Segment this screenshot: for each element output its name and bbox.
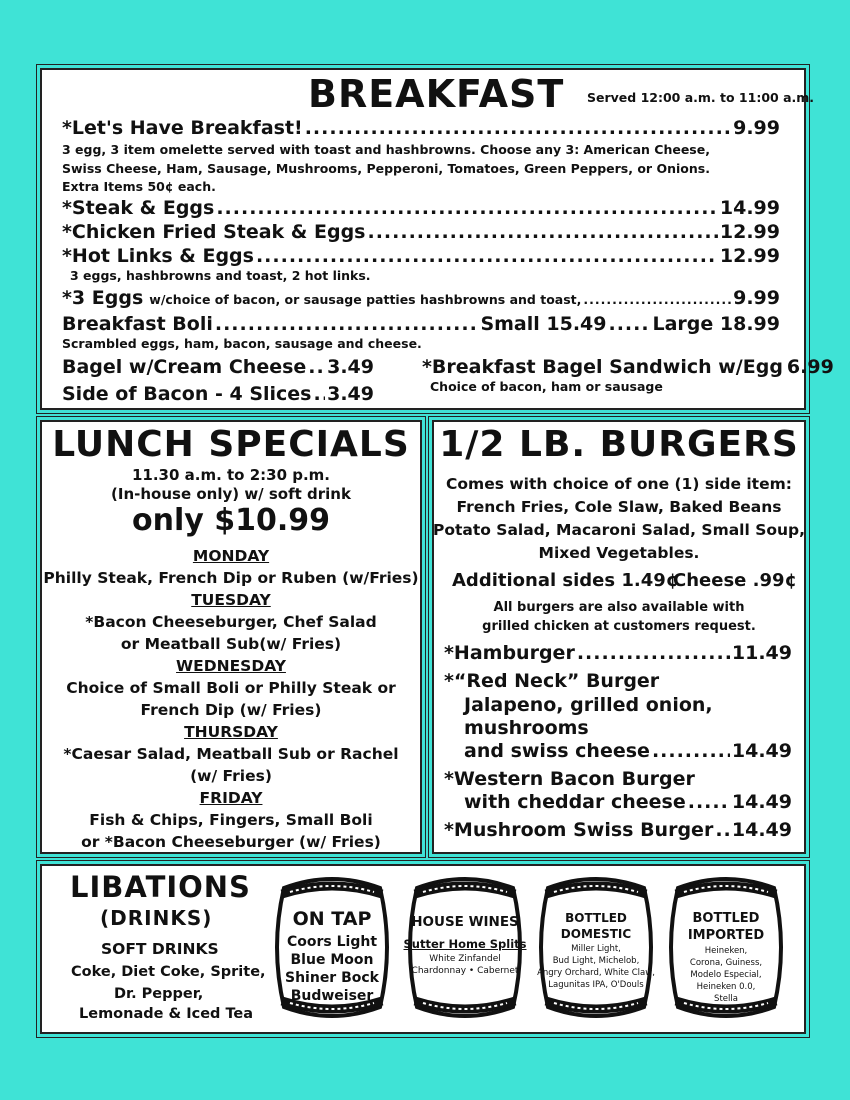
- barrel-item: Heineken 0.0,: [696, 982, 756, 992]
- barrel-item: Heineken,: [704, 946, 748, 956]
- item-price-large: Large 18.99: [652, 313, 780, 335]
- barrel-item: Shiner Bock: [285, 970, 379, 986]
- item-name: *Western Bacon Burger: [444, 768, 695, 790]
- item-description: w/choice of bacon, or sausage patties hashbrowns and toast,: [149, 292, 582, 307]
- item-description: Extra Items 50¢ each.: [62, 179, 216, 194]
- burgers-title: 1/2 LB. BURGERS: [439, 424, 799, 465]
- menu-item: [62, 245, 780, 267]
- barrel-bottled-imported: [664, 870, 788, 1025]
- menu-item: [464, 791, 792, 813]
- soft-drinks-line: Lemonade & Iced Tea: [79, 1006, 254, 1022]
- breakfast-hours: Served 12:00 a.m. to 11:00 a.m.: [587, 90, 815, 105]
- item-name: *Chicken Fried Steak & Eggs: [62, 221, 366, 243]
- barrel-item: Lagunitas IPA, O'Douls: [548, 980, 644, 990]
- item-description: 3 egg, 3 item omelette served with toast and hashbrowns. Choose any 3: American Cheese,: [62, 142, 710, 157]
- item-price: 3.49: [327, 356, 374, 378]
- day-heading: WEDNESDAY: [176, 657, 286, 675]
- barrel-on-tap: [270, 870, 394, 1025]
- lunch-note: (In-house only) w/ soft drink: [111, 485, 351, 503]
- item-price: 6.99: [786, 356, 834, 378]
- lunch-days: [40, 545, 422, 853]
- menu-item: [62, 313, 780, 335]
- barrel-item: Miller Light,: [571, 944, 621, 954]
- note-line: grilled chicken at customers request.: [482, 619, 756, 634]
- barrel-item: Angry Orchard, White Claw,: [537, 968, 655, 978]
- menu-item: [464, 740, 792, 762]
- intro-line: Comes with choice of one (1) side item:: [446, 475, 792, 493]
- day-heading: MONDAY: [192, 547, 270, 565]
- lunch-hours: 11.30 a.m. to 2:30 p.m.: [131, 466, 331, 484]
- item-name: *Hot Links & Eggs: [62, 245, 254, 267]
- menu-item: [62, 117, 780, 139]
- barrel-item: Budweiser: [290, 988, 374, 1004]
- item-name: *Let's Have Breakfast!: [62, 117, 303, 139]
- item-description: mushrooms: [464, 717, 589, 739]
- additional-sides: Additional sides 1.49¢: [452, 570, 679, 591]
- item-name: *“Red Neck” Burger: [444, 670, 660, 692]
- breakfast-title: BREAKFAST: [308, 72, 565, 116]
- item-name: *3 Eggs: [62, 287, 144, 309]
- day-line: (w/ Fries): [190, 767, 272, 785]
- menu-item: [62, 356, 374, 378]
- day-line: Philly Steak, French Dip or Ruben (w/Fries): [43, 569, 419, 587]
- item-price: 14.49: [731, 791, 792, 813]
- item-name: Bagel w/Cream Cheese: [62, 356, 307, 378]
- barrel-title: HOUSE WINES: [411, 914, 519, 930]
- item-name: *Steak & Eggs: [62, 197, 215, 219]
- barrel-subtitle: Sutter Home Splits: [403, 937, 527, 951]
- day-line: or Meatball Sub(w/ Fries): [120, 635, 342, 653]
- day-heading: TUESDAY: [191, 591, 271, 609]
- barrel-item: Stella: [714, 994, 738, 1004]
- item-price: 11.49: [731, 642, 792, 664]
- day-line: *Bacon Cheeseburger, Chef Salad: [85, 613, 377, 631]
- barrel-item: Chardonnay • Cabernet: [411, 966, 519, 976]
- lunch-price: only $10.99: [131, 503, 331, 538]
- barrel-title: BOTTLED DOMESTIC: [560, 911, 632, 941]
- barrel-item: Modelo Especial,: [690, 970, 762, 980]
- note-line: All burgers are also available with: [493, 600, 745, 615]
- intro-line: French Fries, Cole Slaw, Baked Beans: [456, 498, 782, 516]
- item-price-small: Small 15.49: [480, 313, 607, 335]
- lunch-title: LUNCH SPECIALS: [52, 424, 410, 465]
- barrel-item: Coors Light: [286, 934, 378, 950]
- item-description: Scrambled eggs, ham, bacon, sausage and cheese.: [62, 336, 422, 351]
- item-name: Side of Bacon - 4 Slices: [62, 383, 312, 405]
- item-description: 3 eggs, hashbrowns and toast, 2 hot links.: [70, 268, 371, 283]
- day-line: or *Bacon Cheeseburger (w/ Fries): [81, 833, 381, 851]
- item-name: *Hamburger: [444, 642, 575, 664]
- item-price: 12.99: [719, 221, 780, 243]
- burgers-intro: [432, 473, 806, 565]
- item-name: *Breakfast Bagel Sandwich w/Egg: [422, 356, 783, 378]
- item-description: Choice of bacon, ham or sausage: [430, 379, 663, 394]
- item-price: 14.99: [719, 197, 780, 219]
- barrel-bottled-domestic: [534, 870, 658, 1025]
- item-price: 9.99: [733, 117, 780, 139]
- item-description: Swiss Cheese, Ham, Sausage, Mushrooms, Pepperoni, Tomatoes, Green Peppers, or Onions.: [62, 161, 710, 176]
- barrel-item: Corona, Guiness,: [689, 958, 763, 968]
- item-description: with cheddar cheese: [464, 791, 686, 813]
- libations-subtitle: (DRINKS): [100, 906, 213, 930]
- barrel-item: Blue Moon: [290, 952, 374, 968]
- libations-title: LIBATIONS: [70, 870, 251, 904]
- day-heading: THURSDAY: [184, 723, 278, 741]
- soft-drinks-line: Dr. Pepper,: [114, 986, 204, 1002]
- menu-item: [62, 197, 780, 219]
- soft-drinks-title: SOFT DRINKS: [101, 940, 219, 958]
- menu-item: [444, 642, 792, 664]
- item-price: 3.49: [327, 383, 374, 405]
- day-heading: FRIDAY: [199, 789, 263, 807]
- intro-line: Potato Salad, Macaroni Salad, Small Soup,: [432, 521, 806, 539]
- day-line: Choice of Small Boli or Philly Steak or: [66, 679, 396, 697]
- cheese-price: Cheese .99¢: [673, 570, 798, 591]
- burgers-note: [432, 598, 806, 636]
- menu-item: [62, 221, 780, 243]
- intro-line: Mixed Vegetables.: [538, 544, 700, 562]
- item-price: 14.49: [731, 740, 792, 762]
- menu-item: [62, 287, 780, 309]
- item-price: 12.99: [719, 245, 780, 267]
- day-line: French Dip (w/ Fries): [140, 701, 322, 719]
- barrel-house-wines: [403, 870, 527, 1025]
- menu-item: [444, 819, 792, 841]
- barrel-title: BOTTLED IMPORTED: [687, 911, 765, 943]
- item-name: Breakfast Boli: [62, 313, 213, 335]
- menu-item: [62, 383, 374, 405]
- day-line: Fish & Chips, Fingers, Small Boli: [89, 811, 373, 829]
- barrel-title: ON TAP: [292, 908, 372, 930]
- item-description: and swiss cheese: [464, 740, 650, 762]
- item-price: 14.49: [731, 819, 792, 841]
- day-line: *Caesar Salad, Meatball Sub or Rachel: [63, 745, 399, 763]
- barrel-item: Bud Light, Michelob,: [552, 956, 640, 966]
- menu-item: [422, 356, 834, 378]
- soft-drinks-line: Coke, Diet Coke, Sprite,: [71, 964, 266, 980]
- item-price: 9.99: [733, 287, 780, 309]
- barrel-item: White Zinfandel: [429, 954, 501, 964]
- item-description: Jalapeno, grilled onion,: [464, 694, 713, 716]
- item-name: *Mushroom Swiss Burger: [444, 819, 714, 841]
